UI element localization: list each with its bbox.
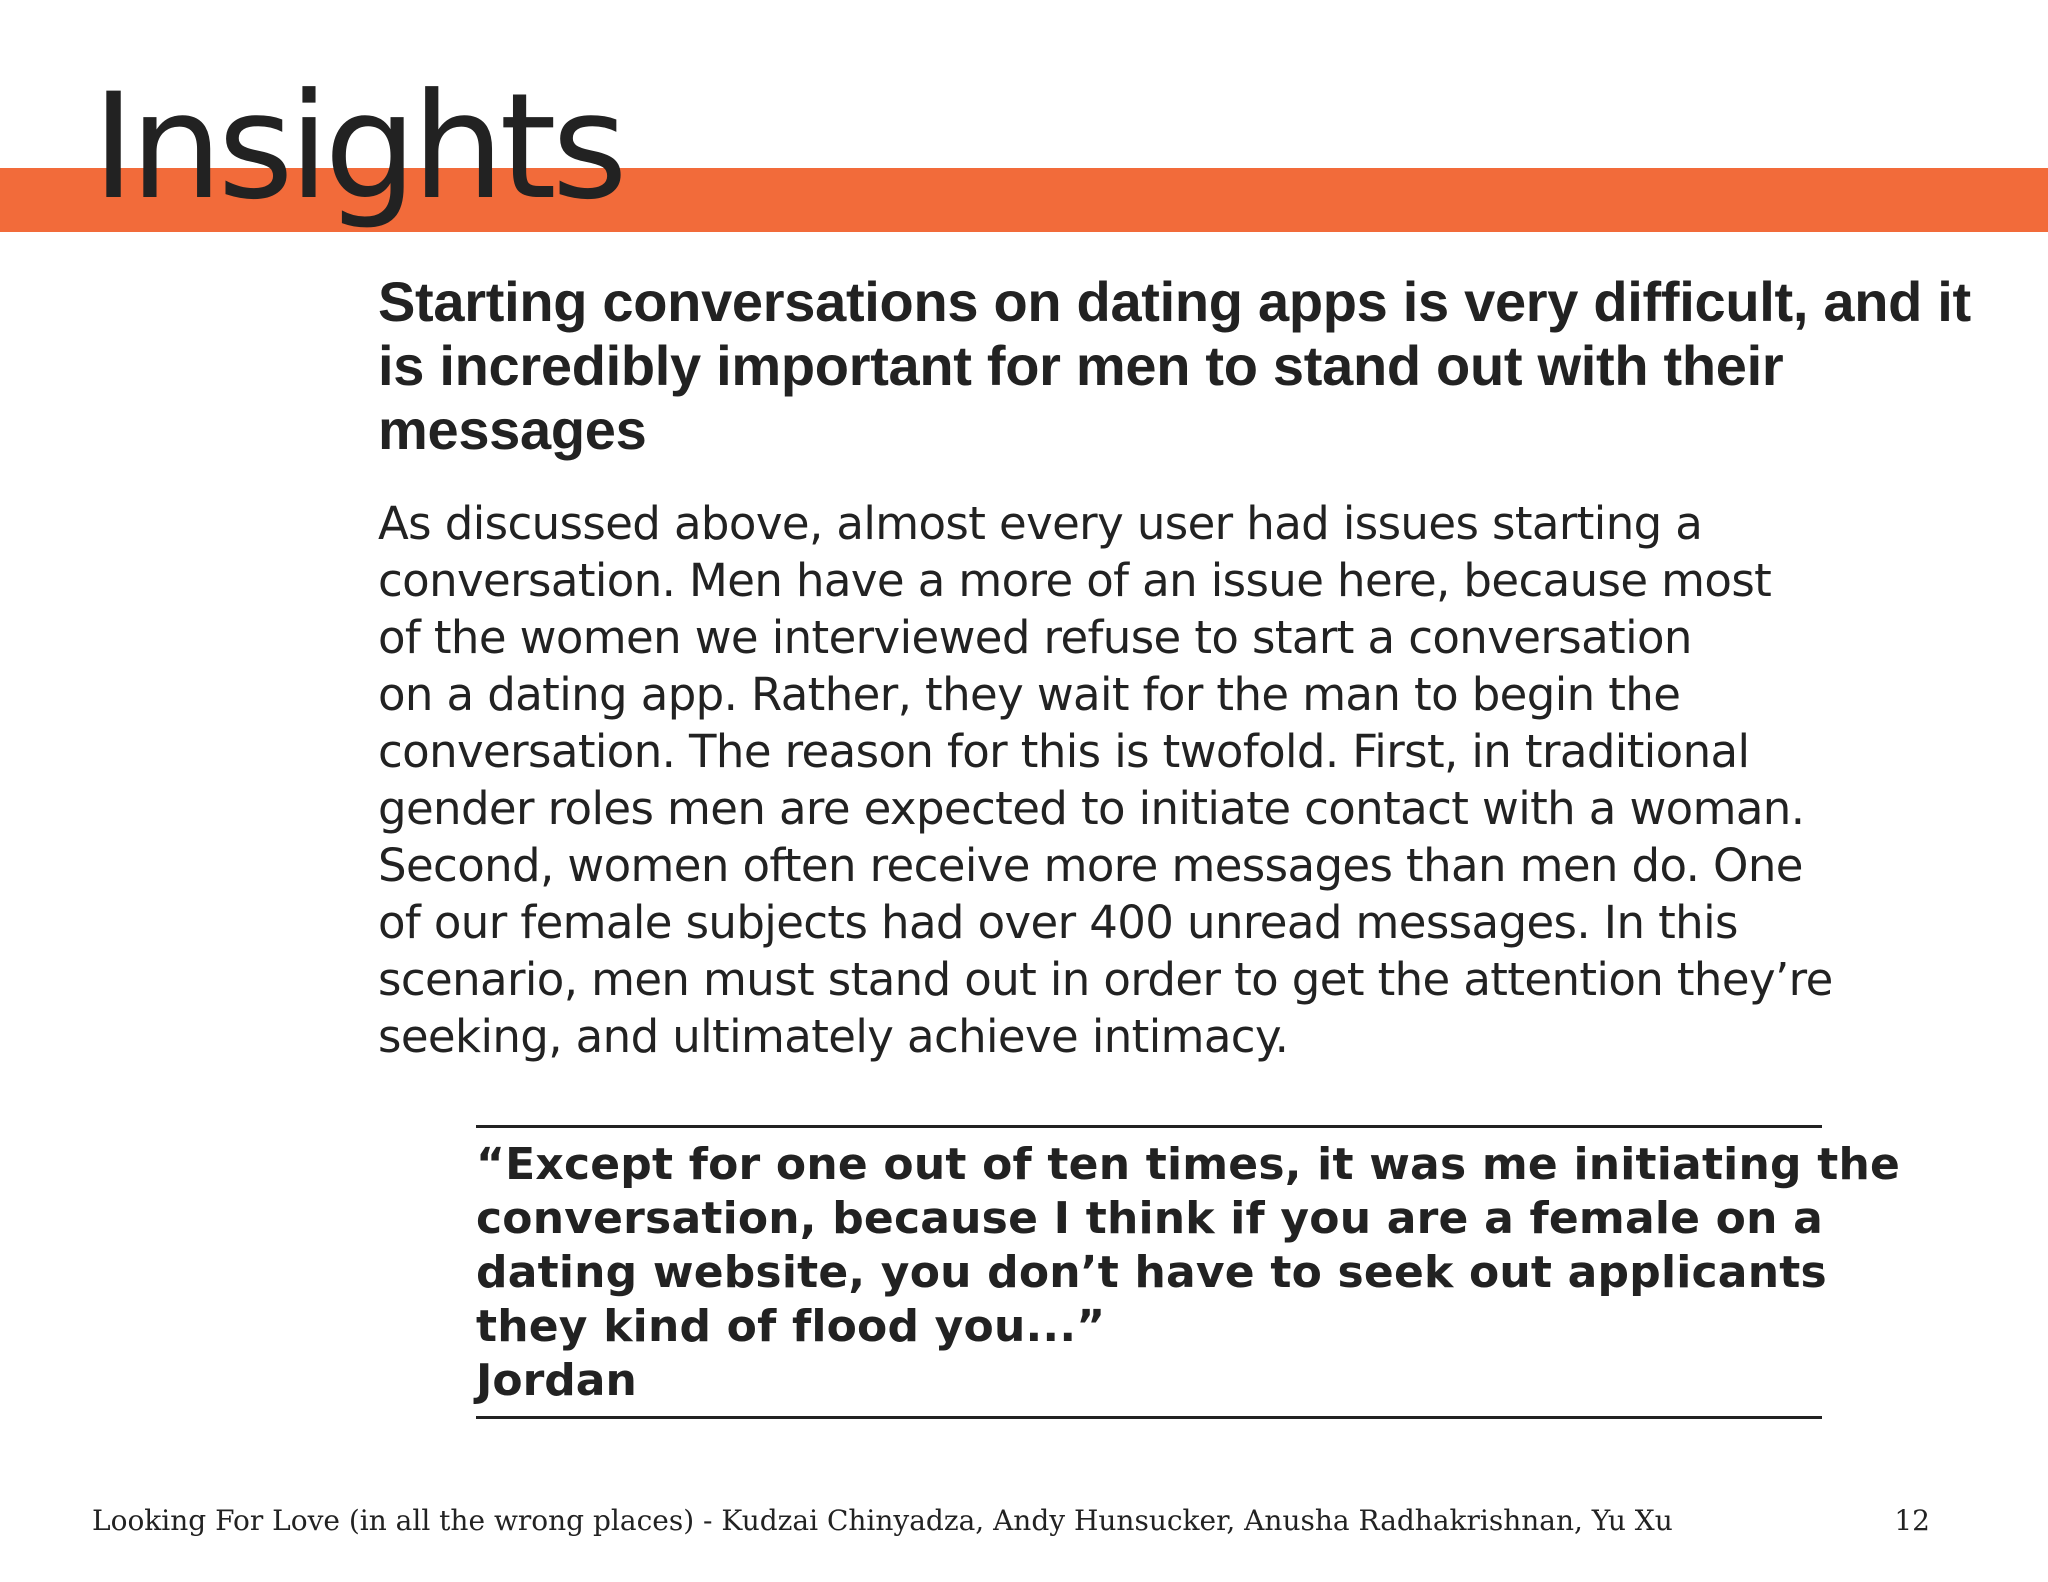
footer-credits: Looking For Love (in all the wrong places) - Kudzai Chinyadza, Andy Hunsucker, Anusha Radhakrishnan, Yu Xu bbox=[92, 1504, 1673, 1537]
body-line: As discussed above, almost every user had issues starting a bbox=[378, 497, 1703, 550]
body-paragraph bbox=[378, 495, 2038, 1065]
body-line: seeking, and ultimately achieve intimacy. bbox=[378, 1010, 1289, 1063]
body-line: conversation. Men have a more of an issue here, because most bbox=[378, 554, 1772, 607]
quote-text bbox=[476, 1138, 1901, 1354]
quote-author: Jordan bbox=[476, 1355, 637, 1406]
insight-headline: Starting conversations on dating apps is very difficult, and it is incredibly important for men to stand out with their messages bbox=[378, 270, 1971, 461]
body-line: on a dating app. Rather, they wait for the man to begin the bbox=[378, 668, 1681, 721]
quote-line: they kind of flood you...” bbox=[476, 1301, 1106, 1352]
quote-line: conversation, because I think if you are a female on a bbox=[476, 1193, 1824, 1244]
page-number: 12 bbox=[1894, 1504, 1930, 1537]
pull-quote bbox=[476, 1125, 1901, 1419]
body-line: Second, women often receive more messages than men do. One bbox=[378, 839, 1803, 892]
body-line: gender roles men are expected to initiate contact with a woman. bbox=[378, 782, 1805, 835]
body-line: of the women we interviewed refuse to start a conversation bbox=[378, 611, 1692, 664]
quote-line: “Except for one out of ten times, it was me initiating the bbox=[476, 1139, 1901, 1190]
page-title: Insights bbox=[92, 62, 623, 232]
quote-line: dating website, you don’t have to seek out applicants bbox=[476, 1247, 1827, 1298]
body-line: of our female subjects had over 400 unread messages. In this bbox=[378, 896, 1738, 949]
body-line: scenario, men must stand out in order to get the attention they’re bbox=[378, 953, 1833, 1006]
body-line: conversation. The reason for this is twofold. First, in traditional bbox=[378, 725, 1750, 778]
